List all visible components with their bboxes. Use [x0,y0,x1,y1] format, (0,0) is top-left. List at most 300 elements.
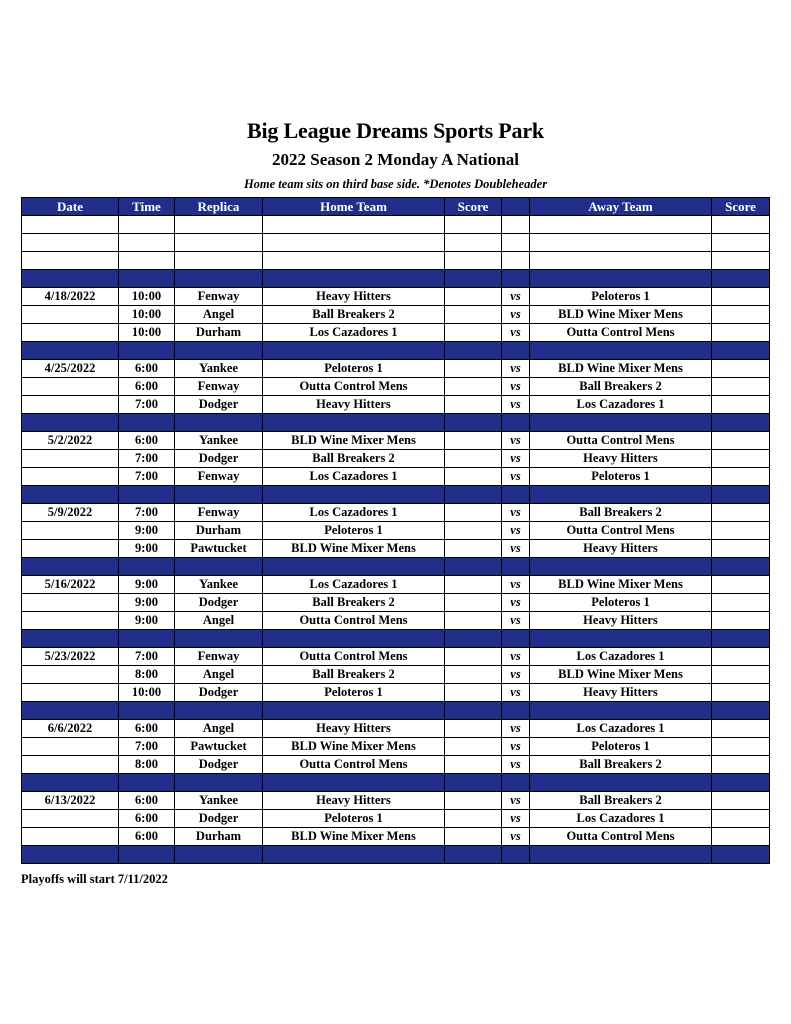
vs-cell: vs [502,828,530,846]
home-score-cell [445,594,502,612]
replica-field-cell: Dodger [175,594,263,612]
replica-field-cell: Durham [175,324,263,342]
separator-cell [530,414,712,432]
time-cell: 9:00 [119,594,175,612]
separator-cell [22,558,119,576]
home-score-cell [445,684,502,702]
away-team-cell: Los Cazadores 1 [530,396,712,414]
date-cell [22,468,119,486]
replica-field-cell: Pawtucket [175,738,263,756]
col-header-home-team: Home Team [263,198,445,216]
vs-cell: vs [502,576,530,594]
home-score-cell [445,288,502,306]
time-cell: 8:00 [119,756,175,774]
week-separator-row [22,846,770,864]
home-team-cell: Ball Breakers 2 [263,450,445,468]
empty-cell [530,234,712,252]
time-cell: 7:00 [119,396,175,414]
home-team-cell: Los Cazadores 1 [263,504,445,522]
replica-field-cell: Angel [175,612,263,630]
game-row [22,432,770,450]
separator-cell [530,774,712,792]
separator-cell [119,846,175,864]
empty-cell [445,252,502,270]
separator-cell [502,486,530,504]
away-team-cell: Ball Breakers 2 [530,792,712,810]
time-cell: 10:00 [119,306,175,324]
separator-cell [502,414,530,432]
separator-cell [445,846,502,864]
separator-cell [712,414,770,432]
game-row [22,612,770,630]
week-separator-row [22,414,770,432]
date-cell [22,756,119,774]
game-row [22,810,770,828]
vs-cell: vs [502,666,530,684]
empty-cell [530,252,712,270]
separator-cell [175,342,263,360]
empty-cell [445,216,502,234]
home-team-cell: Ball Breakers 2 [263,666,445,684]
away-score-cell [712,378,770,396]
separator-cell [263,774,445,792]
separator-cell [445,774,502,792]
home-score-cell [445,396,502,414]
time-cell: 9:00 [119,540,175,558]
time-cell: 7:00 [119,450,175,468]
home-score-cell [445,324,502,342]
separator-cell [712,630,770,648]
home-score-cell [445,810,502,828]
separator-cell [22,270,119,288]
col-header-away-score: Score [712,198,770,216]
away-team-cell: Los Cazadores 1 [530,720,712,738]
separator-cell [22,846,119,864]
separator-cell [119,630,175,648]
replica-field-cell: Dodger [175,684,263,702]
time-cell: 6:00 [119,432,175,450]
separator-cell [445,630,502,648]
away-score-cell [712,504,770,522]
home-team-cell: Heavy Hitters [263,720,445,738]
separator-cell [119,486,175,504]
game-row [22,288,770,306]
separator-cell [22,774,119,792]
home-score-cell [445,576,502,594]
game-row [22,504,770,522]
game-row [22,522,770,540]
time-cell: 7:00 [119,468,175,486]
date-cell: 5/16/2022 [22,576,119,594]
separator-cell [445,414,502,432]
separator-cell [119,414,175,432]
game-row [22,468,770,486]
away-score-cell [712,810,770,828]
vs-cell: vs [502,810,530,828]
separator-cell [502,702,530,720]
empty-cell [175,216,263,234]
home-score-cell [445,378,502,396]
schedule-table [21,197,770,864]
page-subtitle: 2022 Season 2 Monday A National [271,150,519,169]
away-team-cell: Outta Control Mens [530,522,712,540]
time-cell: 9:00 [119,576,175,594]
separator-cell [712,774,770,792]
replica-field-cell: Durham [175,828,263,846]
away-score-cell [712,396,770,414]
separator-cell [530,846,712,864]
away-score-cell [712,540,770,558]
replica-field-cell: Fenway [175,648,263,666]
separator-cell [263,486,445,504]
away-score-cell [712,576,770,594]
home-score-cell [445,792,502,810]
game-row [22,360,770,378]
separator-cell [22,486,119,504]
empty-cell [119,252,175,270]
away-score-cell [712,720,770,738]
week-separator-row [22,774,770,792]
empty-row [22,234,770,252]
vs-cell: vs [502,540,530,558]
separator-cell [175,270,263,288]
vs-cell: vs [502,738,530,756]
home-team-cell: BLD Wine Mixer Mens [263,432,445,450]
away-score-cell [712,522,770,540]
col-header-home-score: Score [445,198,502,216]
separator-cell [263,270,445,288]
game-row [22,378,770,396]
empty-cell [712,234,770,252]
home-team-cell: Ball Breakers 2 [263,306,445,324]
away-score-cell [712,666,770,684]
replica-field-cell: Pawtucket [175,540,263,558]
date-cell: 6/6/2022 [22,720,119,738]
date-cell: 5/9/2022 [22,504,119,522]
time-cell: 6:00 [119,378,175,396]
home-team-cell: Outta Control Mens [263,648,445,666]
home-score-cell [445,666,502,684]
date-cell [22,738,119,756]
game-row [22,306,770,324]
away-team-cell: Los Cazadores 1 [530,810,712,828]
separator-cell [502,774,530,792]
home-team-cell: Outta Control Mens [263,612,445,630]
time-cell: 9:00 [119,612,175,630]
date-cell [22,684,119,702]
empty-cell [22,234,119,252]
time-cell: 6:00 [119,792,175,810]
game-row [22,720,770,738]
vs-cell: vs [502,756,530,774]
separator-cell [445,702,502,720]
separator-cell [530,342,712,360]
empty-cell [530,216,712,234]
separator-cell [502,558,530,576]
separator-cell [175,702,263,720]
date-cell: 5/2/2022 [22,432,119,450]
date-cell [22,324,119,342]
replica-field-cell: Yankee [175,576,263,594]
home-team-cell: Peloteros 1 [263,522,445,540]
separator-cell [712,558,770,576]
home-team-cell: Outta Control Mens [263,756,445,774]
separator-cell [175,846,263,864]
col-header-away-team: Away Team [530,198,712,216]
col-header-replica: Replica [175,198,263,216]
empty-cell [22,252,119,270]
vs-cell: vs [502,522,530,540]
home-team-cell: BLD Wine Mixer Mens [263,738,445,756]
time-cell: 7:00 [119,738,175,756]
vs-cell: vs [502,396,530,414]
home-score-cell [445,468,502,486]
game-row [22,450,770,468]
col-header-date: Date [22,198,119,216]
replica-field-cell: Fenway [175,504,263,522]
home-score-cell [445,432,502,450]
vs-cell: vs [502,324,530,342]
time-cell: 6:00 [119,828,175,846]
separator-cell [502,846,530,864]
away-score-cell [712,792,770,810]
home-team-cell: Los Cazadores 1 [263,468,445,486]
time-cell: 6:00 [119,360,175,378]
empty-cell [263,234,445,252]
replica-field-cell: Durham [175,522,263,540]
separator-cell [263,414,445,432]
away-score-cell [712,612,770,630]
game-row [22,576,770,594]
col-header-vs [502,198,530,216]
separator-cell [530,486,712,504]
separator-cell [712,270,770,288]
away-score-cell [712,756,770,774]
game-row [22,594,770,612]
away-score-cell [712,468,770,486]
away-team-cell: Peloteros 1 [530,288,712,306]
separator-cell [22,414,119,432]
away-score-cell [712,306,770,324]
game-row [22,324,770,342]
time-cell: 7:00 [119,648,175,666]
schedule-body [22,216,770,864]
time-cell: 10:00 [119,288,175,306]
away-team-cell: Outta Control Mens [530,432,712,450]
vs-cell: vs [502,306,530,324]
time-cell: 10:00 [119,324,175,342]
week-separator-row [22,630,770,648]
vs-cell: vs [502,612,530,630]
empty-cell [712,216,770,234]
replica-field-cell: Fenway [175,468,263,486]
game-row [22,828,770,846]
away-score-cell [712,360,770,378]
away-team-cell: BLD Wine Mixer Mens [530,306,712,324]
separator-cell [119,702,175,720]
vs-cell: vs [502,468,530,486]
away-team-cell: Los Cazadores 1 [530,648,712,666]
separator-cell [119,342,175,360]
home-team-cell: Los Cazadores 1 [263,324,445,342]
away-score-cell [712,324,770,342]
game-row [22,756,770,774]
home-team-cell: Peloteros 1 [263,360,445,378]
separator-cell [445,486,502,504]
separator-cell [712,486,770,504]
replica-field-cell: Dodger [175,810,263,828]
game-row [22,792,770,810]
home-team-cell: Outta Control Mens [263,378,445,396]
home-score-cell [445,504,502,522]
replica-field-cell: Dodger [175,396,263,414]
separator-cell [119,558,175,576]
game-row [22,684,770,702]
replica-field-cell: Yankee [175,432,263,450]
vs-cell: vs [502,720,530,738]
home-score-cell [445,306,502,324]
vs-cell: vs [502,792,530,810]
separator-cell [22,630,119,648]
separator-cell [175,486,263,504]
away-team-cell: Heavy Hitters [530,450,712,468]
home-team-cell: Heavy Hitters [263,288,445,306]
empty-cell [119,234,175,252]
separator-cell [263,846,445,864]
away-team-cell: Outta Control Mens [530,828,712,846]
separator-cell [530,558,712,576]
date-cell [22,828,119,846]
away-team-cell: Outta Control Mens [530,324,712,342]
home-team-cell: Peloteros 1 [263,810,445,828]
empty-cell [445,234,502,252]
separator-cell [263,558,445,576]
home-score-cell [445,828,502,846]
separator-cell [502,270,530,288]
away-team-cell: Ball Breakers 2 [530,504,712,522]
away-team-cell: BLD Wine Mixer Mens [530,576,712,594]
date-cell [22,594,119,612]
separator-cell [502,630,530,648]
separator-cell [119,270,175,288]
away-score-cell [712,684,770,702]
time-cell: 8:00 [119,666,175,684]
date-cell [22,612,119,630]
separator-cell [445,342,502,360]
away-score-cell [712,594,770,612]
away-team-cell: Heavy Hitters [530,540,712,558]
week-separator-row [22,486,770,504]
date-cell [22,810,119,828]
away-team-cell: BLD Wine Mixer Mens [530,666,712,684]
replica-field-cell: Dodger [175,756,263,774]
away-score-cell [712,288,770,306]
away-team-cell: Ball Breakers 2 [530,378,712,396]
date-cell [22,378,119,396]
separator-cell [712,702,770,720]
separator-cell [175,558,263,576]
separator-cell [502,342,530,360]
date-cell [22,306,119,324]
date-cell [22,450,119,468]
home-score-cell [445,612,502,630]
empty-cell [263,252,445,270]
separator-cell [22,702,119,720]
away-team-cell: Ball Breakers 2 [530,756,712,774]
home-score-cell [445,756,502,774]
date-cell [22,666,119,684]
separator-cell [530,702,712,720]
home-team-cell: BLD Wine Mixer Mens [263,540,445,558]
game-row [22,540,770,558]
date-cell [22,540,119,558]
empty-cell [502,216,530,234]
game-row [22,738,770,756]
replica-field-cell: Dodger [175,450,263,468]
home-team-cell: Los Cazadores 1 [263,576,445,594]
empty-cell [502,234,530,252]
away-team-cell: Heavy Hitters [530,684,712,702]
vs-cell: vs [502,648,530,666]
home-score-cell [445,450,502,468]
away-team-cell: Peloteros 1 [530,468,712,486]
col-header-time: Time [119,198,175,216]
empty-row [22,216,770,234]
separator-cell [22,342,119,360]
away-team-cell: BLD Wine Mixer Mens [530,360,712,378]
away-score-cell [712,648,770,666]
empty-cell [712,252,770,270]
away-team-cell: Heavy Hitters [530,612,712,630]
home-score-cell [445,738,502,756]
time-cell: 7:00 [119,504,175,522]
game-row [22,648,770,666]
date-cell: 4/25/2022 [22,360,119,378]
vs-cell: vs [502,504,530,522]
replica-field-cell: Fenway [175,378,263,396]
separator-cell [445,558,502,576]
vs-cell: vs [502,378,530,396]
week-separator-row [22,270,770,288]
home-score-cell [445,648,502,666]
vs-cell: vs [502,432,530,450]
away-team-cell: Peloteros 1 [530,738,712,756]
home-score-cell [445,720,502,738]
separator-cell [263,342,445,360]
date-cell [22,396,119,414]
separator-cell [263,702,445,720]
home-score-cell [445,540,502,558]
home-team-cell: Peloteros 1 [263,684,445,702]
separator-cell [530,630,712,648]
week-separator-row [22,702,770,720]
separator-cell [119,774,175,792]
schedule-note: Home team sits on third base side. *Denotes Doubleheader [243,177,548,191]
week-separator-row [22,558,770,576]
time-cell: 10:00 [119,684,175,702]
separator-cell [712,846,770,864]
replica-field-cell: Angel [175,666,263,684]
week-separator-row [22,342,770,360]
time-cell: 6:00 [119,720,175,738]
time-cell: 9:00 [119,522,175,540]
separator-cell [263,630,445,648]
home-score-cell [445,360,502,378]
table-header-row [22,198,770,216]
game-row [22,396,770,414]
home-team-cell: BLD Wine Mixer Mens [263,828,445,846]
vs-cell: vs [502,594,530,612]
